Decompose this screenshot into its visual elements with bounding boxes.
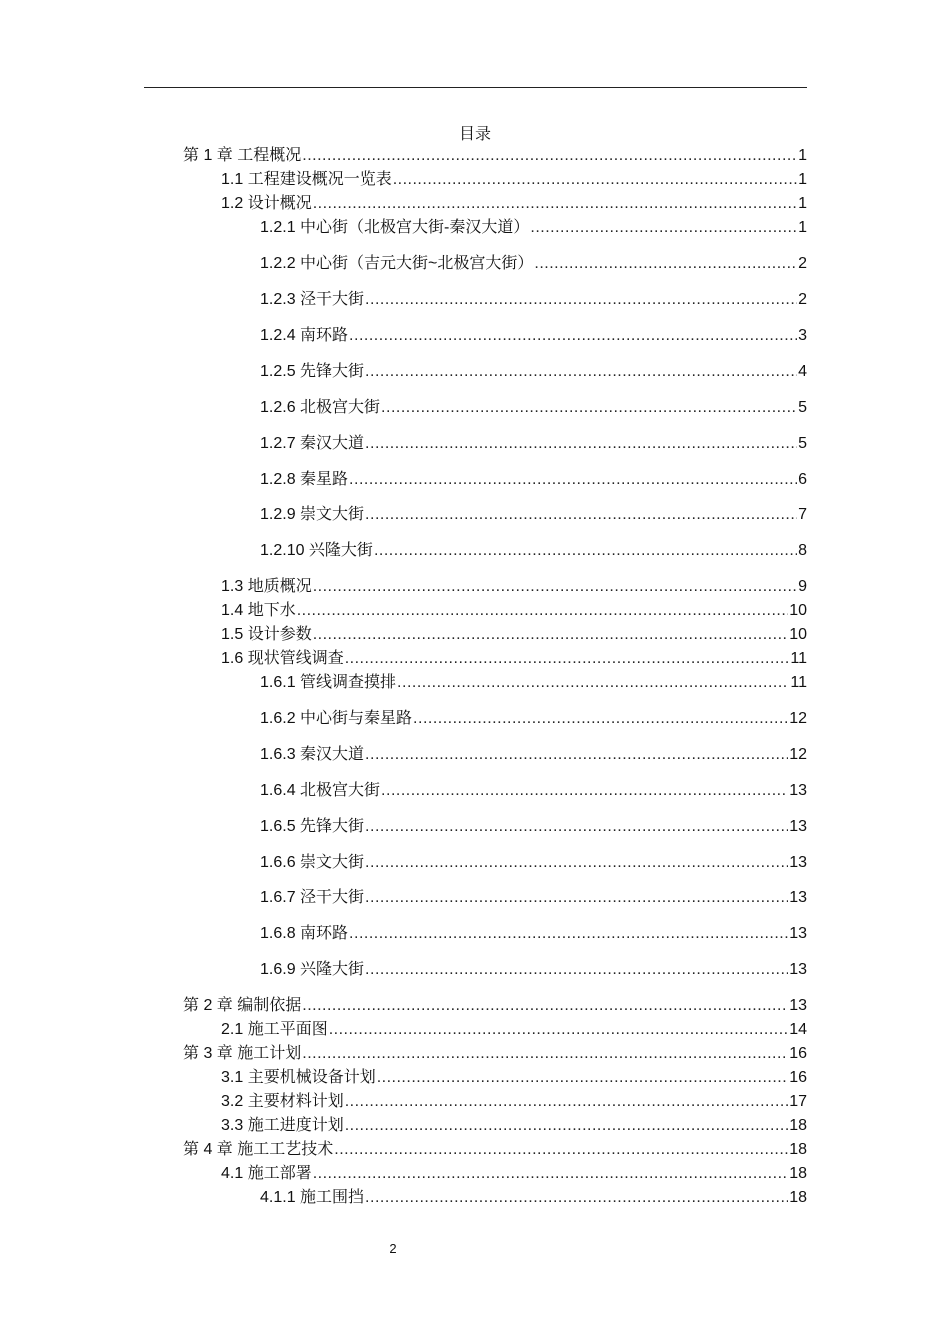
toc-entry-label: 1.2.9 崇文大街 — [260, 506, 365, 523]
toc-dot-leader — [530, 217, 797, 239]
toc-entry[interactable] — [260, 816, 807, 838]
toc-dot-leader — [349, 325, 797, 347]
toc-entry-label: 1.2.3 泾干大街 — [260, 291, 365, 308]
toc-entry[interactable] — [260, 744, 807, 766]
toc-entry-label: 1.2.10 兴隆大街 — [260, 542, 373, 559]
toc-entry[interactable] — [183, 995, 807, 1017]
toc-dot-leader — [381, 397, 797, 419]
toc-entry-page: 13 — [789, 997, 807, 1014]
toc-dot-leader — [297, 600, 789, 622]
toc-dot-leader — [534, 253, 797, 275]
toc-entry-page: 9 — [798, 578, 807, 595]
toc-entry-page: 1 — [798, 147, 807, 164]
toc-dot-leader — [313, 576, 797, 598]
toc-entry-label: 4.1.1 施工围挡 — [260, 1189, 365, 1206]
toc-entry-label: 1.6.6 崇文大街 — [260, 854, 365, 871]
toc-entry[interactable] — [260, 325, 807, 347]
toc-entry-page: 12 — [789, 710, 807, 727]
toc-dot-leader — [302, 145, 797, 167]
toc-entry-page: 1 — [798, 219, 807, 236]
toc-entry-page: 16 — [789, 1045, 807, 1062]
toc-entry[interactable] — [260, 959, 807, 981]
toc-entry[interactable] — [221, 1019, 807, 1041]
toc-entry-page: 7 — [798, 506, 807, 523]
toc-entry-label: 1.6.9 兴隆大街 — [260, 961, 365, 978]
toc-dot-leader — [365, 289, 797, 311]
toc-dot-leader — [313, 624, 789, 646]
toc-entry-page: 2 — [798, 255, 807, 272]
toc-entry-page: 2 — [798, 291, 807, 308]
toc-entry-page: 10 — [789, 626, 807, 643]
toc-entry[interactable] — [260, 289, 807, 311]
toc-entry-label: 第 2 章 编制依据 — [183, 997, 302, 1014]
toc-entry-page: 11 — [790, 674, 807, 691]
toc-entry-page: 16 — [789, 1069, 807, 1086]
toc-entry-label: 1.2 设计概况 — [221, 195, 312, 212]
toc-dot-leader — [381, 780, 788, 802]
toc-entry[interactable] — [221, 624, 807, 646]
toc-entry-label: 3.2 主要材料计划 — [221, 1093, 344, 1110]
toc-entry-page: 1 — [798, 195, 807, 212]
toc-entry-page: 6 — [798, 471, 807, 488]
toc-entry[interactable] — [260, 780, 807, 802]
toc-dot-leader — [365, 959, 788, 981]
toc-dot-leader — [365, 1187, 788, 1209]
toc-dot-leader — [365, 816, 788, 838]
toc-entry[interactable] — [260, 887, 807, 909]
toc-entry-label: 1.2.6 北极宫大街 — [260, 399, 381, 416]
toc-entry-page: 13 — [789, 889, 807, 906]
toc-dot-leader — [397, 672, 789, 694]
toc-entry-page: 4 — [798, 363, 807, 380]
toc-entry[interactable] — [260, 253, 807, 275]
toc-dot-leader — [374, 540, 797, 562]
toc-entry-label: 1.6.2 中心街与秦星路 — [260, 710, 413, 727]
toc-dot-leader — [302, 995, 788, 1017]
toc-entry-page: 5 — [798, 435, 807, 452]
toc-dot-leader — [349, 923, 788, 945]
toc-dot-leader — [365, 887, 788, 909]
toc-entry[interactable] — [260, 852, 807, 874]
toc-entry-page: 18 — [789, 1189, 807, 1206]
toc-entry-label: 第 1 章 工程概况 — [183, 147, 302, 164]
toc-entry[interactable] — [260, 540, 807, 562]
toc-dot-leader — [349, 469, 797, 491]
toc-entry-label: 1.3 地质概况 — [221, 578, 312, 595]
toc-entry[interactable] — [183, 1139, 807, 1161]
toc-entry[interactable] — [221, 169, 807, 191]
toc-entry-page: 8 — [798, 542, 807, 559]
toc-entry-label: 3.1 主要机械设备计划 — [221, 1069, 376, 1086]
toc-entry-page: 10 — [789, 602, 807, 619]
toc-entry[interactable] — [183, 145, 807, 167]
toc-title: 目录 — [458, 126, 491, 143]
toc-entry-label: 1.2.1 中心街（北极宫大街-秦汉大道） — [260, 219, 530, 236]
toc-entry[interactable] — [221, 1067, 807, 1089]
toc-dot-leader — [313, 1163, 789, 1185]
toc-entry[interactable] — [183, 1043, 807, 1065]
toc-dot-leader — [365, 852, 788, 874]
toc-entry-label: 1.2.2 中心街（吉元大街~北极宫大街） — [260, 255, 534, 272]
toc-dot-leader — [365, 361, 797, 383]
toc-entry[interactable] — [260, 672, 807, 694]
toc-entry-label: 3.3 施工进度计划 — [221, 1117, 344, 1134]
toc-entry-page: 12 — [789, 746, 807, 763]
toc-entry-page: 11 — [790, 650, 807, 667]
toc-entry-label: 1.6.1 管线调查摸排 — [260, 674, 397, 691]
toc-entry[interactable] — [260, 504, 807, 526]
toc-entry[interactable] — [221, 648, 807, 670]
toc-dot-leader — [302, 1043, 788, 1065]
toc-entry-label: 1.6.4 北极宫大街 — [260, 782, 381, 799]
toc-dot-leader — [413, 708, 788, 730]
toc-entry-page: 3 — [798, 327, 807, 344]
toc-dot-leader — [329, 1019, 789, 1041]
toc-entry-label: 1.4 地下水 — [221, 602, 296, 619]
toc-dot-leader — [365, 433, 797, 455]
toc-entry-page: 14 — [789, 1021, 807, 1038]
toc-entry-page: 13 — [789, 818, 807, 835]
toc-dot-leader — [334, 1139, 788, 1161]
toc-entry[interactable] — [260, 708, 807, 730]
toc-entry-label: 1.5 设计参数 — [221, 626, 312, 643]
toc-dot-leader — [365, 504, 797, 526]
toc-entry-label: 1.6.5 先锋大街 — [260, 818, 365, 835]
toc-entry-label: 1.2.5 先锋大街 — [260, 363, 365, 380]
toc-entry-label: 4.1 施工部署 — [221, 1165, 312, 1182]
toc-entry[interactable] — [221, 1115, 807, 1137]
toc-entry-label: 1.6.8 南环路 — [260, 925, 349, 942]
toc-entry-label: 1.2.4 南环路 — [260, 327, 349, 344]
toc-entry[interactable] — [260, 1187, 807, 1209]
toc-dot-leader — [345, 1115, 789, 1137]
toc-dot-leader — [345, 1091, 789, 1113]
toc-entry[interactable] — [221, 1163, 807, 1185]
toc-entry[interactable] — [221, 600, 807, 622]
toc-dot-leader — [377, 1067, 789, 1089]
toc-entry-page: 13 — [789, 854, 807, 871]
toc-entry-page: 13 — [789, 961, 807, 978]
toc-entry[interactable] — [260, 923, 807, 945]
toc-entry[interactable] — [221, 1091, 807, 1113]
toc-entry-page: 18 — [789, 1165, 807, 1182]
toc-dot-leader — [365, 744, 788, 766]
toc-entry-page: 13 — [789, 925, 807, 942]
toc-entry-label: 2.1 施工平面图 — [221, 1021, 328, 1038]
toc-entry[interactable] — [221, 193, 807, 215]
toc-entry-page: 18 — [789, 1141, 807, 1158]
toc-entry-page: 5 — [798, 399, 807, 416]
toc-entry-label: 1.6.7 泾干大街 — [260, 889, 365, 906]
toc-entry[interactable] — [221, 576, 807, 598]
toc-dot-leader — [393, 169, 797, 191]
toc-entry-page: 13 — [789, 782, 807, 799]
toc-entry-page: 1 — [798, 171, 807, 188]
toc-entry-label: 1.1 工程建设概况一览表 — [221, 171, 392, 188]
toc-entry-label: 1.6 现状管线调查 — [221, 650, 344, 667]
toc-entry-label: 1.2.7 秦汉大道 — [260, 435, 365, 452]
toc-dot-leader — [313, 193, 797, 215]
toc-entry[interactable] — [260, 433, 807, 455]
toc-entry-label: 第 3 章 施工计划 — [183, 1045, 302, 1062]
page-number: 2 — [389, 1241, 397, 1256]
toc-dot-leader — [345, 648, 790, 670]
toc-entry[interactable] — [260, 217, 807, 239]
toc-entry-page: 17 — [789, 1093, 807, 1110]
toc-entry-label: 1.6.3 秦汉大道 — [260, 746, 365, 763]
toc-entry[interactable] — [260, 397, 807, 419]
toc-entry-label: 1.2.8 秦星路 — [260, 471, 349, 488]
toc-entry-label: 第 4 章 施工工艺技术 — [183, 1141, 334, 1158]
toc-entry[interactable] — [260, 469, 807, 491]
toc-entry[interactable] — [260, 361, 807, 383]
toc-entry-page: 18 — [789, 1117, 807, 1134]
